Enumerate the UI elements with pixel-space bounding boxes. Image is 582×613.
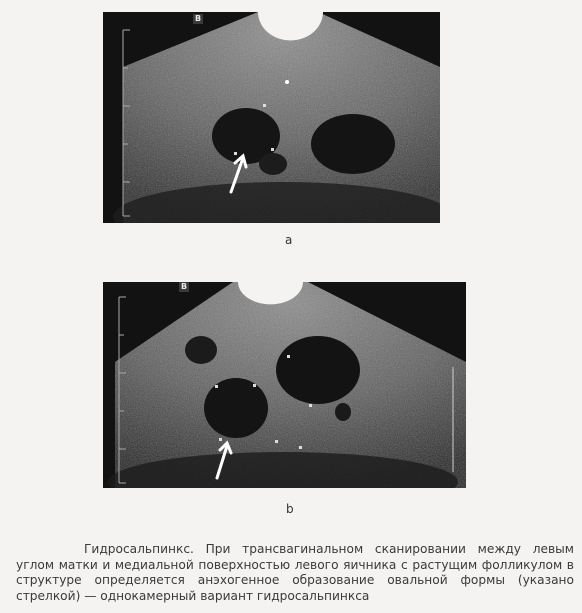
depth-scale-b — [116, 295, 130, 485]
ultrasound-scan-a — [103, 12, 440, 223]
ultrasound-image-b — [103, 282, 466, 488]
follicle-structure — [276, 336, 360, 404]
cystic-structure-right — [311, 114, 395, 174]
panel-label-b: b — [286, 502, 294, 516]
corner-badge-b: B — [181, 282, 188, 291]
ultrasound-image-a — [103, 12, 440, 223]
ultrasound-scan-b — [103, 282, 466, 488]
hydrosalpinx-structure — [204, 378, 268, 438]
depth-scale-a — [120, 28, 134, 218]
corner-badge-a: B — [195, 14, 202, 23]
figure-caption: Гидросальпинкс. При трансвагинальном сканировании между левым углом матки и медиальной поверхностью левого яичника с растущим фолликулом в структуре определяется анэхогенное образование овальной формы (указано стрелкой) — однокамерный вариант гидросальпинкса — [16, 542, 574, 603]
panel-label-a: a — [285, 233, 293, 247]
